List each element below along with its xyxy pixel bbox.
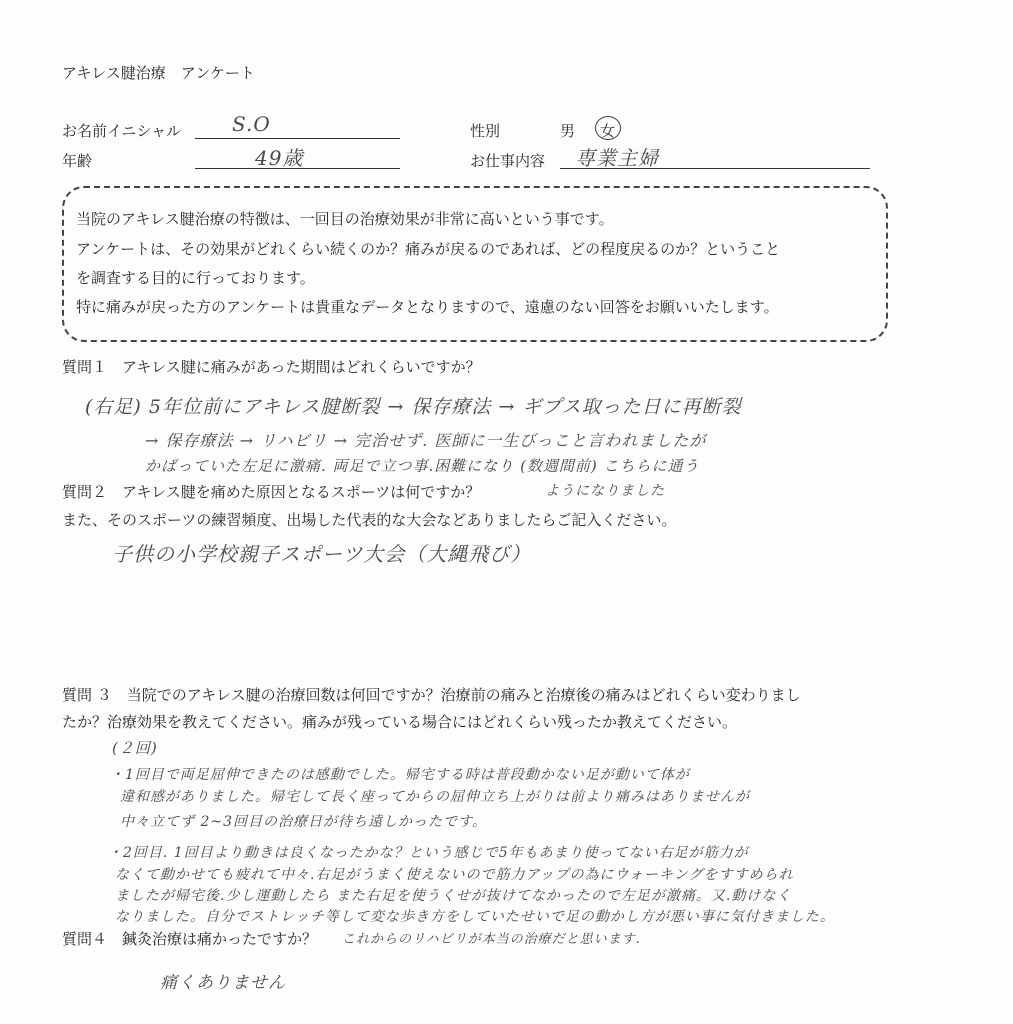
q3-answer-line: これからのリハビリが本当の治療だと思います. xyxy=(342,932,641,947)
q3-answer-line: 中々立てず 2~3回目の治療日が待ち遠しかったです。 xyxy=(120,814,487,830)
name-underline xyxy=(195,138,400,139)
survey-title: アキレス腱治療 アンケート xyxy=(62,64,255,82)
age-value: 49歳 xyxy=(255,146,304,170)
job-value: 専業主婦 xyxy=(575,146,659,170)
intro-line: 特に痛みが戻った方のアンケートは貴重なデータとなりますので、遠慮のない回答をお願いいたします。 xyxy=(76,298,779,316)
gender-female: 女 xyxy=(600,122,616,140)
q1-question: 質問１ アキレス腱に痛みがあった期間はどれくらいですか？ xyxy=(62,358,481,376)
q3-answer-line: なりました。自分でストレッチ等して変な歩き方をしていたせいで足の動かし方が悪い事に気付きました。 xyxy=(115,909,835,925)
name-value: S.O xyxy=(232,112,271,136)
name-label: お名前イニシャル xyxy=(62,122,182,140)
q3-answer-line: ましたが帰宅後.少し運動したら また右足を使うくせが抜けてなかったので左足が激痛。又.動けなく xyxy=(115,888,792,904)
q2-question: 質問２ アキレス腱を痛めた原因となるスポーツは何ですか？ xyxy=(62,483,481,501)
q1-answer-line: ようになりました xyxy=(545,483,665,499)
gender-male: 男 xyxy=(560,122,576,140)
q3-answer-line: 違和感がありました。帰宅して長く座ってからの屈伸立ち上がりは前より痛みはありませんが xyxy=(120,789,750,805)
selected-circle-icon xyxy=(595,116,621,140)
job-label: お仕事内容 xyxy=(470,152,546,170)
q3-question-detail: たか？治療効果を教えてください。痛みが残っている場合にはどれくらい残ったか教えてください。 xyxy=(62,713,738,731)
q3-answer-line: なくて動かせても疲れて中々.右足がうまく使えないので筋力アップの為にウォーキングをすすめられ xyxy=(115,867,794,883)
age-label: 年齢 xyxy=(62,152,93,170)
q1-answer-line: かばっていた左足に激痛. 両足で立つ事.困難になり (数週間前) こちらに通う xyxy=(145,457,700,475)
q4-answer: 痛くありません xyxy=(160,973,286,993)
gender-label: 性別 xyxy=(470,122,501,140)
q1-answer-line: (右足) 5年位前にアキレス腱断裂 → 保存療法 → ギプス取った日に再断裂 xyxy=(85,396,742,418)
q4-question: 質問４ 鍼灸治療は痛かったですか？ xyxy=(62,930,318,948)
q3-answer-line: ・2回目. 1回目より動きは良くなったかな？という感じで5年もあまり使ってない右足が筋力が xyxy=(108,845,749,861)
q2-question-detail: また、そのスポーツの練習頻度、出場した代表的な大会などありましたらご記入ください。 xyxy=(62,511,677,529)
q2-answer: 子供の小学校親子スポーツ大会（大縄飛び） xyxy=(112,542,532,566)
q1-answer-line: → 保存療法 → リハビリ → 完治せず. 医師に一生びっこと言われましたが xyxy=(145,431,707,450)
intro-line: 当院のアキレス腱治療の特徴は、一回目の治療効果が非常に高いという事です。 xyxy=(76,210,614,228)
intro-line: を調査する目的に行っております。 xyxy=(76,269,315,287)
q3-answer-line: (２回) xyxy=(112,739,158,757)
q3-question: 質問 ３ 当院でのアキレス腱の治療回数は何回ですか？治療前の痛みと治療後の痛みはどれくらい変わりまし xyxy=(62,686,801,704)
intro-line: アンケートは、その効果がどれくらい続くのか？痛みが戻るのであれば、どの程度戻るのか？ということ xyxy=(76,240,781,258)
q3-answer-line: ・1回目で両足屈伸できたのは感動でした。帰宅する時は普段動かない足が動いて体が xyxy=(110,767,690,783)
